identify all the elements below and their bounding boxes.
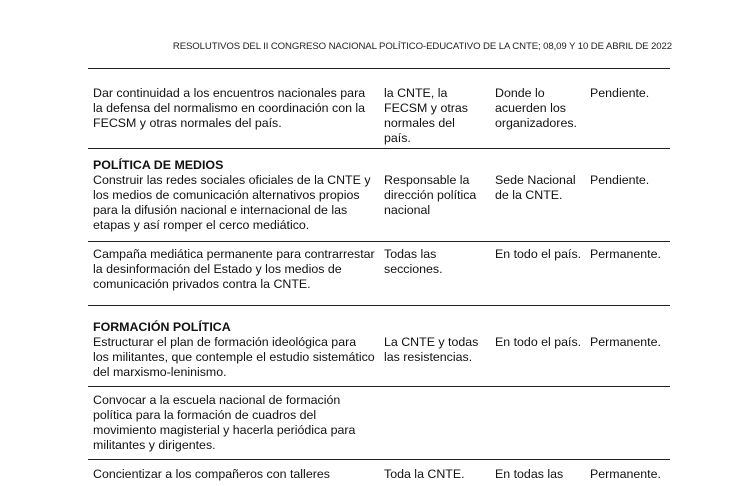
- row-place: En todo el país.: [495, 335, 582, 349]
- row-date: Permanente.: [590, 335, 661, 349]
- row-action: Dar continuidad a los encuentros nacionales para la defensa del normalismo en coordinación con la FECSM y otras normales del país.: [93, 86, 366, 130]
- section-title: FORMACIÓN POLÍTICA: [93, 320, 231, 334]
- row-action: [93, 320, 375, 380]
- row-action: Campaña mediática permanente para contrarrestar la desinformación del Estado y los medios de comunicación privados contra la CNTE.: [93, 247, 375, 291]
- row-action-text: Estructurar el plan de formación ideológica para los militantes, que contemple el estudio sistemático del marxismo-leninismo.: [93, 335, 375, 379]
- row-divider: [88, 386, 670, 387]
- row-date: Pendiente.: [590, 86, 650, 100]
- row-place: En todas las: [495, 467, 564, 481]
- row-date: Pendiente.: [590, 173, 650, 187]
- row-divider: [88, 305, 670, 306]
- row-date: Permanente.: [590, 467, 661, 481]
- row-action-text: Construir las redes sociales oficiales de la CNTE y los medios de comunicación alternativos propios para la difusión nacional e internacional de las etapas y así romper el cerco mediático.: [93, 173, 371, 232]
- row-responsibles: la CNTE, la FECSM y otras normales del país.: [384, 86, 468, 145]
- row-responsibles: Responsable la dirección política nacional: [384, 173, 477, 217]
- row-divider: [88, 241, 670, 242]
- row-divider: [88, 459, 670, 460]
- row-responsibles: Toda la CNTE.: [384, 467, 465, 481]
- header-divider: [88, 68, 670, 69]
- row-responsibles: La CNTE y todas las resistencias.: [384, 335, 479, 364]
- row-place: Sede Nacional de la CNTE.: [495, 173, 576, 202]
- row-divider: [88, 148, 670, 149]
- row-place: En todo el país.: [495, 247, 582, 261]
- document-header: RESOLUTIVOS DEL II CONGRESO NACIONAL POLÍTICO-EDUCATIVO DE LA CNTE; 08,09 Y 10 DE ABRIL DE 2022: [172, 41, 672, 52]
- row-action: Convocar a la escuela nacional de formación política para la formación de cuadros del movimiento magisterial y hacerla periódica para militantes y dirigentes.: [93, 393, 356, 452]
- row-place: Donde lo acuerden los organizadores.: [495, 86, 577, 130]
- section-title: POLÍTICA DE MEDIOS: [93, 158, 224, 172]
- row-responsibles: Todas las secciones.: [384, 247, 443, 276]
- row-action: Concientizar a los compañeros con talleres: [93, 467, 330, 481]
- row-action: [93, 158, 375, 233]
- row-date: Permanente.: [590, 247, 661, 261]
